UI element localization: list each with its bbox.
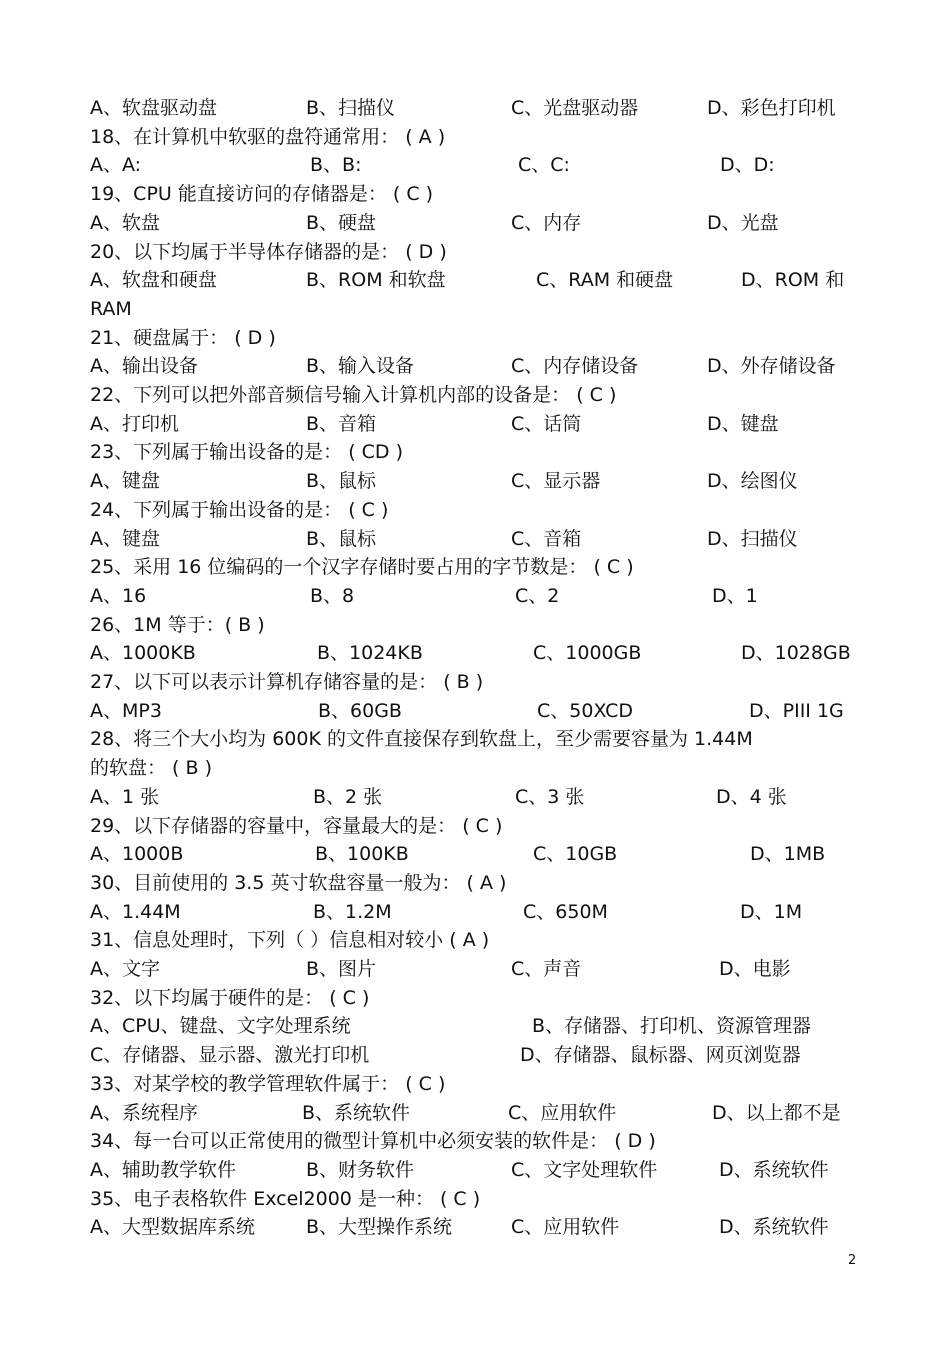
answer-option: D、存储器、鼠标器、网页浏览器 <box>520 1044 801 1067</box>
question-line: 24、下列属于输出设备的是： ( C ) <box>90 498 389 521</box>
question-line: 的软盘： ( B ) <box>90 757 212 780</box>
answer-option: A、16 <box>90 584 147 607</box>
answer-option: A、MP3 <box>90 699 162 722</box>
question-line: 34、每一台可以正常使用的微型计算机中必须安装的软件是： ( D ) <box>90 1130 656 1153</box>
answer-option: B、鼠标 <box>306 527 377 550</box>
answer-option: C、话筒 <box>511 412 582 435</box>
answer-option: D、1M <box>740 900 803 923</box>
options-line <box>90 467 880 495</box>
options-line <box>90 1012 880 1040</box>
answer-option: B、扫描仪 <box>306 97 396 119</box>
options-line <box>90 352 880 380</box>
options-line <box>90 697 880 725</box>
options-line <box>90 1041 880 1069</box>
answer-option: B、60GB <box>318 699 402 722</box>
answer-option: D、外存储设备 <box>707 355 836 378</box>
answer-option: B、2 张 <box>313 785 383 808</box>
question-line: 33、对某学校的教学管理软件属于： ( C ) <box>90 1072 446 1095</box>
options-line <box>90 898 880 926</box>
answer-option: A、键盘 <box>90 527 160 550</box>
answer-option: C、文字处理软件 <box>511 1158 658 1181</box>
answer-option: B、B: <box>310 154 362 177</box>
answer-option: C、1000GB <box>533 642 642 665</box>
answer-option: A、软盘和硬盘 <box>90 269 217 292</box>
answer-option: D、光盘 <box>707 211 779 234</box>
answer-option: C、存储器、显示器、激光打印机 <box>90 1044 370 1067</box>
answer-option: A、键盘 <box>90 470 160 493</box>
question-line: 35、电子表格软件 Excel2000 是一种： ( C ) <box>90 1187 481 1210</box>
answer-option: A、A: <box>90 154 142 177</box>
answer-option: A、1000KB <box>90 642 196 665</box>
answer-option: C、内存储设备 <box>511 355 639 378</box>
answer-option: D、1 <box>712 584 758 607</box>
answer-option: B、输入设备 <box>306 355 415 378</box>
options-line <box>90 582 880 610</box>
question-line: 28、将三个大小均为 600K 的文件直接保存到软盘上，至少需要容量为 1.44M <box>90 728 753 751</box>
question-line: 23、下列属于输出设备的是： ( CD ) <box>90 441 404 464</box>
question-line: 29、以下存储器的容量中，容量最大的是： ( C ) <box>90 814 503 837</box>
answer-option: A、输出设备 <box>90 355 198 378</box>
page-number: 2 <box>848 1253 857 1268</box>
options-line <box>90 783 880 811</box>
answer-option: B、8 <box>310 584 355 607</box>
answer-option: B、音箱 <box>306 412 377 435</box>
answer-option: A、系统程序 <box>90 1101 198 1124</box>
options-line <box>90 151 880 179</box>
answer-option: A、大型数据库系统 <box>90 1216 255 1239</box>
answer-option: C、内存 <box>511 211 582 234</box>
options-line <box>90 266 880 294</box>
answer-option: C、2 <box>515 584 560 607</box>
answer-option: B、硬盘 <box>306 211 377 234</box>
answer-option: C、650M <box>523 900 608 923</box>
answer-option: B、100KB <box>315 843 409 866</box>
answer-option: A、辅助教学软件 <box>90 1158 236 1181</box>
answer-option: C、50XCD <box>537 699 633 722</box>
answer-option: D、D: <box>720 154 775 177</box>
answer-option: C、10GB <box>533 843 618 866</box>
options-line <box>90 840 880 868</box>
options-line <box>90 955 880 983</box>
question-line: 19、CPU 能直接访问的存储器是： ( C ) <box>90 183 434 206</box>
answer-option: B、系统软件 <box>302 1101 411 1124</box>
answer-option: D、电影 <box>719 958 791 980</box>
question-line: 32、以下均属于硬件的是： ( C ) <box>90 986 370 1009</box>
answer-option: A、软盘驱动盘 <box>90 97 217 119</box>
options-line <box>90 1099 880 1127</box>
answer-option: B、大型操作系统 <box>306 1216 453 1239</box>
answer-option: A、1.44M <box>90 900 181 923</box>
answer-option: D、4 张 <box>716 785 787 808</box>
answer-option: B、1.2M <box>313 900 392 923</box>
answer-option: D、系统软件 <box>719 1158 829 1181</box>
answer-option: D、以上都不是 <box>712 1101 841 1124</box>
answer-option: A、1000B <box>90 843 184 866</box>
answer-option: C、光盘驱动器 <box>511 97 639 119</box>
answer-option: D、绘图仪 <box>707 470 798 493</box>
options-line <box>90 410 880 438</box>
answer-option: B、1024KB <box>317 642 423 665</box>
question-line: 18、在计算机中软驱的盘符通常用： ( A ) <box>90 125 446 148</box>
question-line: 31、信息处理时，下列（ ）信息相对较小 ( A ) <box>90 929 490 952</box>
answer-option: B、图片 <box>306 958 377 980</box>
answer-option: C、应用软件 <box>511 1216 620 1239</box>
answer-option: D、ROM 和 <box>741 269 845 292</box>
question-line: 30、目前使用的 3.5 英寸软盘容量一般为： ( A ) <box>90 871 507 894</box>
answer-option: A、打印机 <box>90 412 179 435</box>
answer-option: C、RAM 和硬盘 <box>536 269 674 292</box>
answer-option: D、彩色打印机 <box>707 97 836 119</box>
options-line <box>90 94 880 122</box>
answer-option: B、财务软件 <box>306 1158 415 1181</box>
question-line: 20、以下均属于半导体存储器的是： ( D ) <box>90 240 447 263</box>
answer-option: C、音箱 <box>511 527 582 550</box>
question-line: RAM <box>90 297 132 320</box>
options-line <box>90 525 880 553</box>
answer-option: C、C: <box>518 154 570 177</box>
answer-option: C、声音 <box>511 958 582 980</box>
options-line <box>90 209 880 237</box>
options-line <box>90 1156 880 1184</box>
options-line <box>90 1213 880 1241</box>
question-line: 21、硬盘属于： ( D ) <box>90 326 276 349</box>
question-line: 27、以下可以表示计算机存储容量的是： ( B ) <box>90 671 484 693</box>
answer-option: D、PIII 1G <box>749 699 844 722</box>
answer-option: A、软盘 <box>90 211 160 234</box>
answer-option: A、文字 <box>90 958 160 980</box>
question-line: 22、下列可以把外部音频信号输入计算机内部的设备是： ( C ) <box>90 384 617 406</box>
answer-option: D、扫描仪 <box>707 527 798 550</box>
answer-option: B、鼠标 <box>306 470 377 493</box>
answer-option: D、1MB <box>750 843 826 866</box>
answer-option: B、ROM 和软盘 <box>306 269 446 292</box>
answer-option: A、1 张 <box>90 785 160 808</box>
options-line <box>90 639 880 667</box>
answer-option: D、1028GB <box>741 642 851 665</box>
answer-option: C、3 张 <box>515 785 585 808</box>
question-line: 26、1M 等于：( B ) <box>90 613 265 636</box>
answer-option: D、系统软件 <box>719 1216 829 1239</box>
answer-option: C、显示器 <box>511 470 601 493</box>
answer-option: C、应用软件 <box>508 1101 617 1124</box>
answer-option: D、键盘 <box>707 412 779 435</box>
question-line: 25、采用 16 位编码的一个汉字存储时要占用的字节数是： ( C ) <box>90 556 634 579</box>
answer-option: B、存储器、打印机、资源管理器 <box>532 1015 812 1038</box>
answer-option: A、CPU、键盘、文字处理系统 <box>90 1015 351 1038</box>
